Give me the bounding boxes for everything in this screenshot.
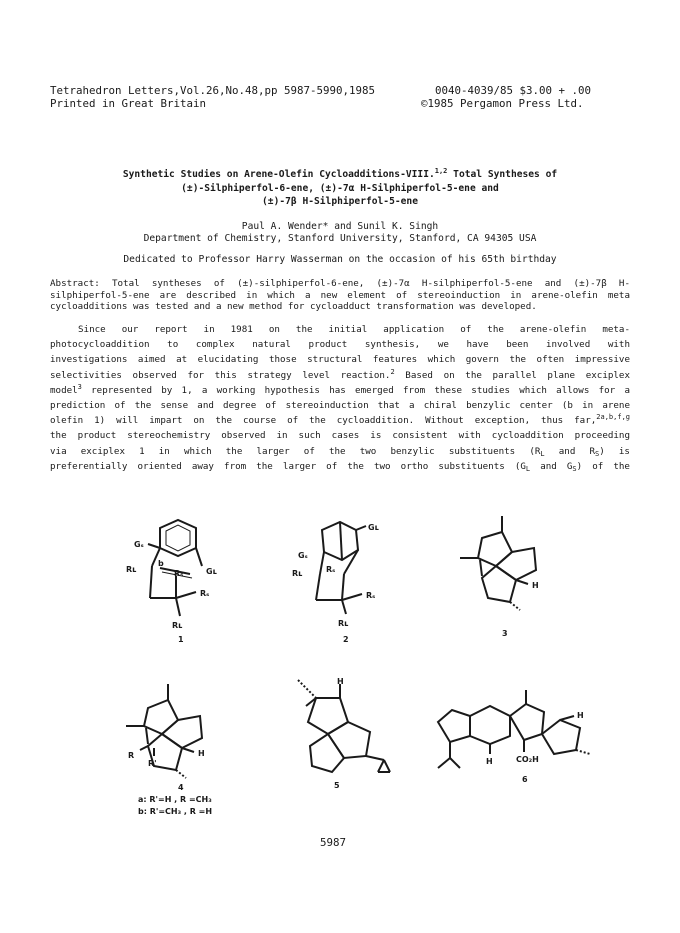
compound-number: 6	[522, 775, 528, 784]
label-rl: Rʟ	[338, 619, 349, 628]
copyright: ©1985 Pergamon Press Ltd.	[421, 97, 584, 110]
label-rprime: R'	[148, 759, 157, 768]
body-line: prediction of the sense and degree of stereoinduction that a chiral benzylic center (b in arene	[50, 399, 630, 411]
printed-in: Printed in Great Britain	[50, 97, 207, 110]
body-line: the product stereochemistry observed in such cases is consistent with cycloaddition proceeding	[50, 430, 630, 442]
compound-number: 2	[343, 635, 349, 644]
label-h: H	[486, 757, 493, 766]
body-line: model$^3$ represented by 1, a working hypothesis has emerged from these studies which allows for a	[50, 382, 630, 396]
variant-b: b: R'=CH₃ , R =H	[138, 807, 213, 816]
body-line: investigations aimed at elucidating those structural features which govern the often impressive	[50, 354, 630, 366]
structure-6	[430, 682, 600, 792]
structure-4	[118, 678, 268, 818]
label-rl: Rʟ	[292, 569, 303, 578]
label-gl: Gʟ	[206, 567, 217, 576]
body-line: photocycloaddition to complex natural product synthesis, we have been involved with	[50, 339, 630, 351]
author-names: Paul A. Wender* and Sunil K. Singh	[241, 221, 439, 232]
abstract-line: silphiperfol-5-ene are described in which a new element of stereoinduction in arene-olefin meta	[50, 289, 630, 301]
label-h: H	[532, 581, 539, 590]
body-line: selectivities observed for this strategy level reaction.$^2$ Based on the parallel plane exciplex	[50, 367, 630, 381]
label-rs: Rₛ	[174, 569, 184, 578]
paper-title-line2: (±)-Silphiperfol-6-ene, (±)-7α H-Silphiperfol-5-ene and	[181, 183, 499, 194]
journal-citation: Tetrahedron Letters,Vol.26,No.48,pp 5987-5990,1985	[50, 84, 376, 97]
paper-title-line3: (±)-7β H-Silphiperfol-5-ene	[262, 196, 418, 207]
abstract	[50, 278, 630, 313]
variant-a: a: R'=H , R =CH₃	[138, 795, 212, 804]
label-h: H	[577, 711, 584, 720]
structure-5	[288, 676, 398, 796]
label-gl: Gʟ	[368, 523, 379, 532]
paper-title-line1: Synthetic Studies on Arene-Olefin Cycloadditions-VIII.$^{1,2}$ Total Syntheses of	[122, 167, 558, 180]
label-gs: Gₛ	[298, 551, 308, 560]
label-rs: Rₛ	[200, 589, 210, 598]
structure-3	[446, 512, 556, 647]
label-r: R	[128, 751, 135, 760]
label-h: H	[198, 749, 205, 758]
body-line: olefin 1) will impart on the course of the cycloaddition. Without exception, thus far,$^{2a,b,f,g}$	[50, 413, 630, 427]
dedication: Dedicated to Professor Harry Wasserman on the occasion of his 65th birthday	[123, 254, 557, 265]
structure-2	[280, 516, 390, 646]
compound-number: 1	[178, 635, 184, 644]
issn-price: 0040-4039/85 $3.00 + .00	[435, 84, 592, 97]
label-h: H	[337, 677, 344, 686]
body-line: Since our report in 1981 on the initial application of the arene-olefin meta-	[78, 324, 630, 335]
compound-number: 5	[334, 781, 340, 790]
page-number: 5987	[320, 836, 347, 849]
body-line: preferentially oriented away from the larger of the two ortho substituents ($G_L$ and $G_S$) of the	[50, 460, 630, 473]
label-b: b	[158, 559, 164, 568]
compound-number: 4	[178, 783, 184, 792]
body-line: via exciplex 1 in which the larger of the two benzylic substituents ($R_L$ and $R_S$) is	[50, 445, 630, 458]
author-affiliation: Department of Chemistry, Stanford University, Stanford, CA 94305 USA	[143, 233, 537, 244]
body-paragraph	[50, 322, 630, 474]
abstract-line: cycloadditions was tested and a new method for cycloadduct transformation was developed.	[50, 301, 537, 312]
compound-number: 3	[502, 629, 508, 638]
label-rs: Rₛ	[366, 591, 376, 600]
abstract-line: Abstract: Total syntheses of (±)-silphiperfol-6-ene, (±)-7α H-silphiperfol-5-ene and (±)-7β H-	[50, 278, 630, 289]
structure-1	[120, 516, 230, 646]
label-rs: Rₛ	[326, 565, 336, 574]
label-rl: Rʟ	[172, 621, 183, 630]
label-rl: Rʟ	[126, 565, 137, 574]
label-co2h: CO₂H	[516, 755, 539, 764]
label-gs: Gₛ	[134, 540, 144, 549]
